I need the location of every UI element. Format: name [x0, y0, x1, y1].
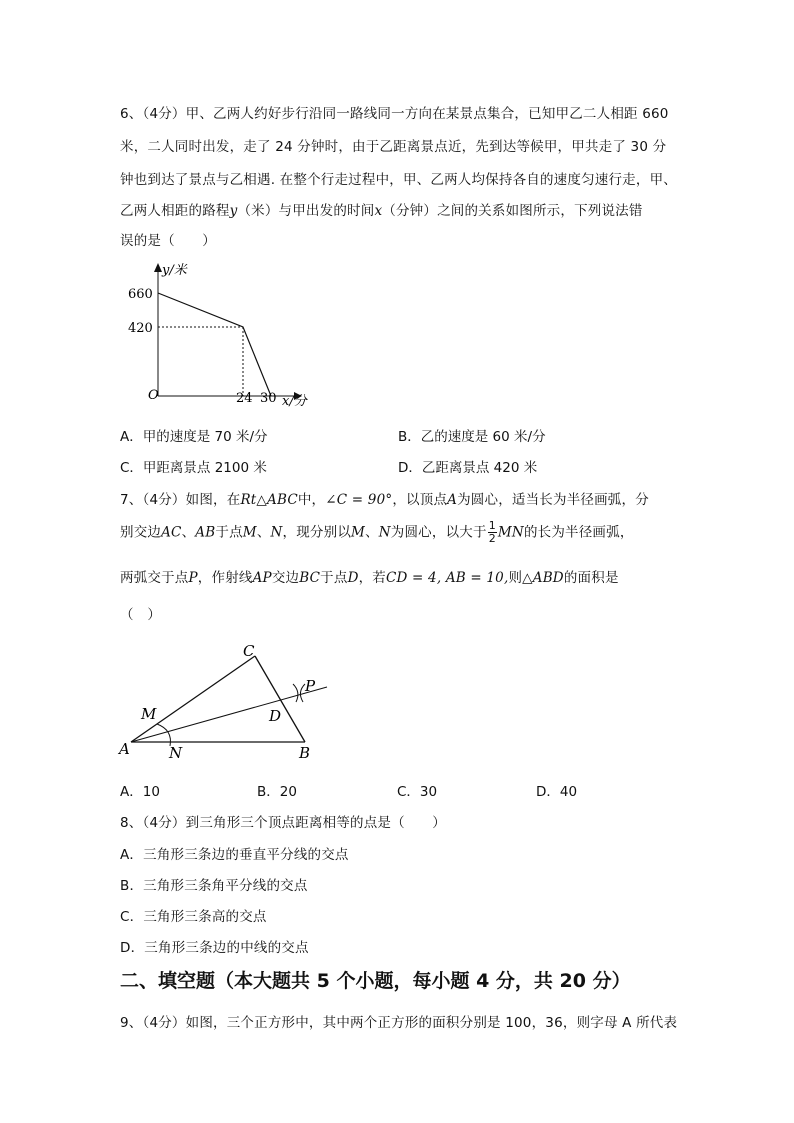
q7-line-4: （ ）: [120, 607, 162, 623]
q7-side-ab: AB: [195, 524, 216, 541]
q6-line-4: [120, 199, 643, 219]
q7-l3-a: 两弧交于点: [120, 570, 189, 586]
q6-line-3: 钟也到达了景点与乙相遇. 在整个行走过程中，甲、乙两人均保持各自的速度匀速行走，甲、: [120, 172, 677, 188]
q7-line-2: [120, 520, 634, 545]
section-2-title: 二、填空题（本大题共 5 个小题，每小题 4 分，共 20 分）: [120, 970, 631, 992]
q7-l3-g: 的面积是: [563, 570, 619, 586]
q7-l2-a: 别交边: [120, 524, 162, 541]
q7-label-m: M: [141, 705, 157, 723]
q7-l2-d: 、: [256, 524, 271, 541]
q6-line-4-a: 乙两人相距的路程: [120, 203, 230, 219]
q7-l2-h: 的长为半径画弧，: [523, 524, 634, 541]
q7-point-n-2: N: [378, 524, 391, 541]
q8-stem: 8、（4分）到三角形三个顶点距离相等的点是（ ）: [120, 815, 446, 831]
q7-condition: CD = 4, AB = 10,: [386, 570, 509, 586]
q7-l1-c: ，以顶点: [392, 492, 448, 508]
q6-option-c: C．甲距离景点 2100 米: [120, 460, 267, 476]
q7-line-3: [120, 566, 619, 586]
q7-l3-b: ，作射线: [197, 570, 253, 586]
q7-option-a: A．10: [120, 784, 160, 800]
q6-option-a: A．甲的速度是 70 米/分: [120, 429, 268, 445]
q6-line-1: 6、（4分）甲、乙两人约好步行沿同一路线同一方向在某景点集合，已知甲乙二人相距 660: [120, 106, 669, 122]
q6-distance-line: [158, 293, 271, 396]
q7-l2-g: 为圆心，以大于: [390, 524, 487, 541]
q7-l3-e: ，若: [358, 570, 386, 586]
q7-fraction-denominator: 2: [488, 532, 496, 545]
q7-label-c: C: [243, 642, 255, 660]
q6-var-y: y: [229, 203, 238, 219]
q7-option-c: C．30: [397, 784, 438, 800]
q7-l2-c: 于点: [215, 524, 243, 541]
q7-point-m: M: [242, 524, 257, 541]
q7-label-p: P: [305, 677, 316, 695]
q7-l2-e: ，现分别以: [282, 524, 352, 541]
q6-y-tick-420: 420: [128, 321, 153, 336]
q7-point-n: N: [270, 524, 283, 541]
q7-side-ac: AC: [161, 524, 182, 541]
q7-l3-f: 则: [508, 570, 523, 586]
q7-triangle-abd: △ABD: [522, 570, 564, 586]
q7-label-d: D: [269, 707, 282, 725]
q7-ray-ap: AP: [252, 570, 272, 586]
q6-line-5: 误的是（ ）: [120, 233, 216, 249]
q7-fraction-half: [488, 520, 497, 545]
q7-point-p: P: [188, 570, 198, 586]
q8-option-a: A．三角形三条边的垂直平分线的交点: [120, 847, 349, 863]
q6-line-4-c: （分钟）之间的关系如图所示，下列说法错: [382, 203, 643, 219]
q7-l1-a: 7、（4分）如图，在: [120, 492, 241, 508]
q6-x-tick-30: 30: [260, 391, 277, 406]
q7-option-b: B．20: [257, 784, 297, 800]
q6-line-2: 米，二人同时出发，走了 24 分钟时，由于乙距离景点近，先到达等候甲，甲共走了 30 分: [120, 139, 667, 155]
q7-triangle-figure: [115, 640, 335, 768]
q7-angle-c: ∠C = 90°: [325, 492, 393, 508]
q6-y-axis-arrow: [154, 263, 162, 272]
q7-l1-b: 中，: [297, 492, 326, 508]
q6-line-4-b: （米）与甲出发的时间: [237, 203, 375, 219]
q8-option-b: B．三角形三条角平分线的交点: [120, 878, 308, 894]
q7-point-m-2: M: [351, 524, 366, 541]
q6-x-tick-24: 24: [236, 391, 253, 406]
q6-x-label: x/分: [282, 394, 307, 409]
q7-line-1: [120, 488, 649, 508]
q7-segment-ac-line: [131, 656, 255, 742]
q8-option-d: D．三角形三条边的中线的交点: [120, 940, 309, 956]
q9-stem: 9、（4分）如图，三个正方形中，其中两个正方形的面积分别是 100，36，则字母 A 所代表: [120, 1015, 678, 1031]
q7-l2-f: 、: [365, 524, 379, 541]
q7-option-d: D．40: [536, 784, 578, 800]
q7-l3-c: 交边: [271, 570, 300, 586]
q7-side-bc: BC: [299, 570, 321, 586]
q8-option-c: C．三角形三条高的交点: [120, 909, 267, 925]
q7-rt-triangle: Rt△ABC: [240, 492, 298, 508]
q7-label-n: N: [169, 744, 183, 762]
q7-arc-p-1: [293, 684, 298, 702]
q7-fraction-numerator: 1: [488, 519, 496, 532]
q6-option-b: B．乙的速度是 60 米/分: [398, 429, 546, 445]
q6-y-label: y/米: [162, 263, 187, 278]
q7-l1-d: 为圆心，适当长为半径画弧，分: [457, 492, 649, 508]
q6-option-d: D．乙距离景点 420 米: [398, 460, 538, 476]
q6-var-x: x: [374, 203, 383, 219]
q7-segment-mn: MN: [497, 524, 524, 541]
q7-point-d: D: [347, 570, 359, 586]
q7-point-a: A: [447, 492, 458, 508]
q7-label-a: A: [119, 740, 130, 758]
q6-distance-time-graph: [120, 258, 320, 412]
q6-y-tick-660: 660: [128, 287, 153, 302]
q7-l2-b: 、: [181, 524, 196, 541]
q6-origin-label: O: [148, 388, 159, 403]
q7-l3-d: 于点: [320, 570, 348, 586]
q7-arc-mn: [157, 724, 170, 746]
q7-label-b: B: [299, 744, 311, 762]
